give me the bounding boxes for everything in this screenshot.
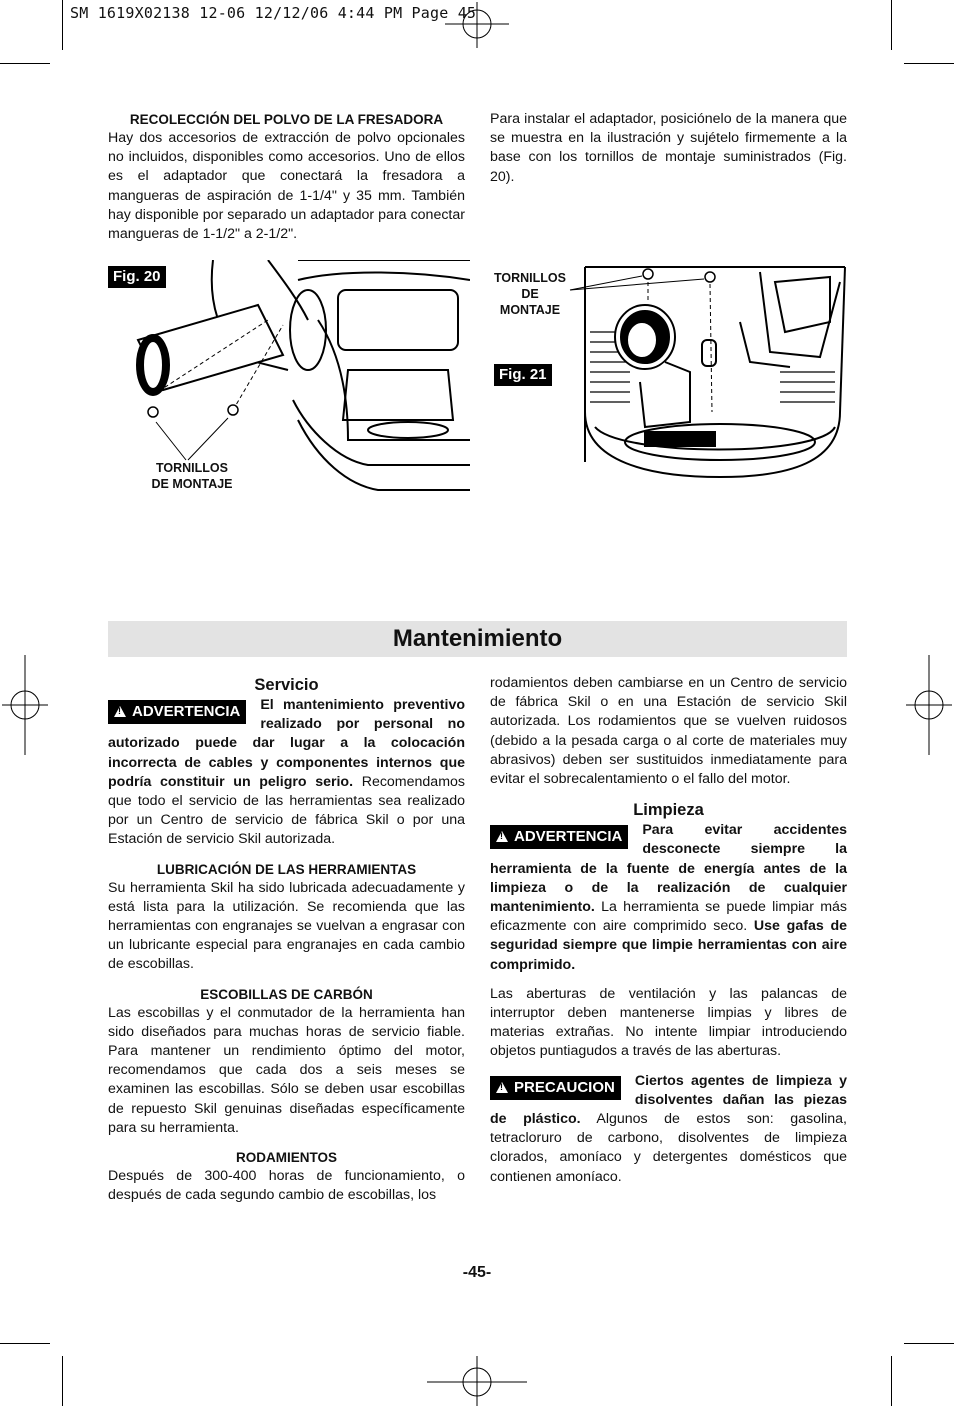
servicio-title: Servicio (254, 676, 319, 694)
adapter-install-section (490, 110, 847, 187)
warning-badge-label: ADVERTENCIA (514, 828, 623, 846)
left-column (108, 674, 465, 1205)
caution-text: Algunos de estos son: gasolina, tetracloruro de carbono, disolventes de limpieza clorados, amoníaco y detergentes domésticos que contienen amoníaco. (490, 1111, 847, 1185)
crop-mark (62, 0, 63, 50)
figure-20 (108, 260, 470, 500)
registration-mark-bottom (427, 1356, 527, 1406)
crop-mark (0, 63, 50, 64)
caution-paragraph (490, 1072, 847, 1187)
dust-collection-heading: RECOLECCIÓN DEL POLVO DE LA FRESADORA (129, 112, 444, 127)
warning-badge-label: ADVERTENCIA (132, 703, 241, 720)
limpieza-paragraph (490, 821, 847, 975)
vents-paragraph: Las aberturas de ventilación y las palancas de interruptor deben mantenerse limpias y libres de materias extrañas. No intente limpiar introduciendo objetos puntiagudos a través de las aberturas. (490, 985, 847, 1060)
fig20-label: Fig. 20 (108, 266, 166, 288)
caution-badge-label: PRECAUCION (514, 1078, 615, 1096)
warning-triangle-icon (496, 831, 508, 842)
crop-mark (891, 1356, 892, 1406)
bearings-heading: RODAMIENTOS (235, 1150, 337, 1166)
fig20-callout (138, 460, 246, 492)
fig20-callout-line2: DE MONTAJE (151, 477, 233, 491)
servicio-paragraph (108, 696, 465, 850)
crop-mark (904, 63, 954, 64)
figure-21 (490, 262, 850, 482)
warning-triangle-icon (114, 706, 126, 717)
lubrication-body: Su herramienta Skil ha sido lubricada adecuadamente y está lista para la utilización. Se recomienda que las herramientas con engranajes se vuelvan a engrasar con un lubricante especial para engranajes en cada cambio de escobillas. (108, 879, 465, 973)
caution-triangle-icon (496, 1082, 508, 1093)
router-base-illustration-2 (490, 262, 850, 482)
warning-badge (108, 700, 246, 724)
servicio-bold: El mantenimiento preventivo realizado por personal no autorizado puede dar lugar a la colocación incorrecta de cables y componentes internos que podría constituir un peligro serio. (108, 697, 465, 790)
fig21-label: Fig. 21 (494, 364, 552, 386)
registration-mark-right (906, 655, 952, 755)
fig21-callout-line2: DE MONTAJE (499, 287, 561, 317)
router-base-illustration (108, 260, 470, 492)
section-title-maintenance: Mantenimiento (108, 621, 847, 657)
right-column (490, 674, 847, 1187)
crop-mark (904, 1343, 954, 1344)
registration-mark-left (2, 655, 48, 755)
print-slug: SM 1619X02138 12-06 12/12/06 4:44 PM Page 45 (70, 4, 477, 22)
caution-badge (490, 1076, 621, 1100)
warning-badge (490, 825, 628, 849)
dust-collection-body: Hay dos accesorios de extracción de polvo opcionales no incluidos, disponibles como accesorios. Uno de ellos es el adaptador que conectará la fresadora a mangueras de aspiración de 1-1/4" y 35 mm. También hay disponible por separado un adaptador para conectar mangueras de 1-1/2" a 2-1/2". (108, 130, 465, 243)
lubrication-heading: LUBRICACIÓN DE LAS HERRAMIENTAS (156, 861, 417, 877)
dust-collection-section (108, 110, 465, 244)
limpieza-text: La herramienta se puede limpiar más eficazmente con aire comprimido seco. (490, 899, 847, 935)
fig21-callout-line1: TORNILLOS (494, 271, 566, 285)
crop-mark (62, 1356, 63, 1406)
fig20-callout-line1: TORNILLOS (156, 461, 228, 475)
crop-mark (891, 0, 892, 50)
adapter-install-body: Para instalar el adaptador, posiciónelo de la manera que se muestra en la ilustración y sujételo firmemente a la base con los tornillos de montaje suministrados (Fig. 20). (490, 111, 847, 185)
crop-mark (0, 1343, 50, 1344)
caution-bold: Ciertos agentes de limpieza y disolventes dañan las piezas de plástico. (490, 1072, 847, 1128)
servicio-text: Recomendamos que todo el servicio de las herramientas sea realizado por un Centro de servicio de fábrica Skil o por una Estación de servicio Skil autorizada. (108, 773, 465, 848)
page-number: -45- (462, 1264, 492, 1281)
brushes-body: Las escobillas y el conmutador de la herramienta han sido diseñados para muchas horas de servicio fiable. Para mantener un rendimiento óptimo del motor, recomendamos que cada dos a seis meses se examinen las escobillas. Sólo se deben usar escobillas de repuesto Skil genuinas diseñadas específicamente para su herramienta. (108, 1004, 465, 1136)
bearings-continued: rodamientos deben cambiarse en un Centro de servicio de fábrica Skil o en una Estación de servicio Skil autorizada. Los rodamientos que se vuelven ruidosos (debido a la pesada carga o al corte de materiales muy abrasivos) deben ser sustituidos inmediatamente para evitar el sobrecalentamiento o el fallo del motor. (490, 675, 847, 788)
limpieza-title: Limpieza (633, 801, 704, 820)
limpieza-bold-2: Use gafas de seguridad siempre que limpie herramientas con aire comprimido. (490, 918, 848, 973)
brushes-heading: ESCOBILLAS DE CARBÓN (200, 986, 373, 1002)
bearings-body: Después de 300-400 horas de funcionamiento, o después de cada segundo cambio de escobillas, los (108, 1168, 465, 1204)
limpieza-bold: Para evitar accidentes desconecte siempre la herramienta de la fuente de energía antes de la limpieza o de la realización de cualquier mantenimiento. (490, 822, 847, 916)
